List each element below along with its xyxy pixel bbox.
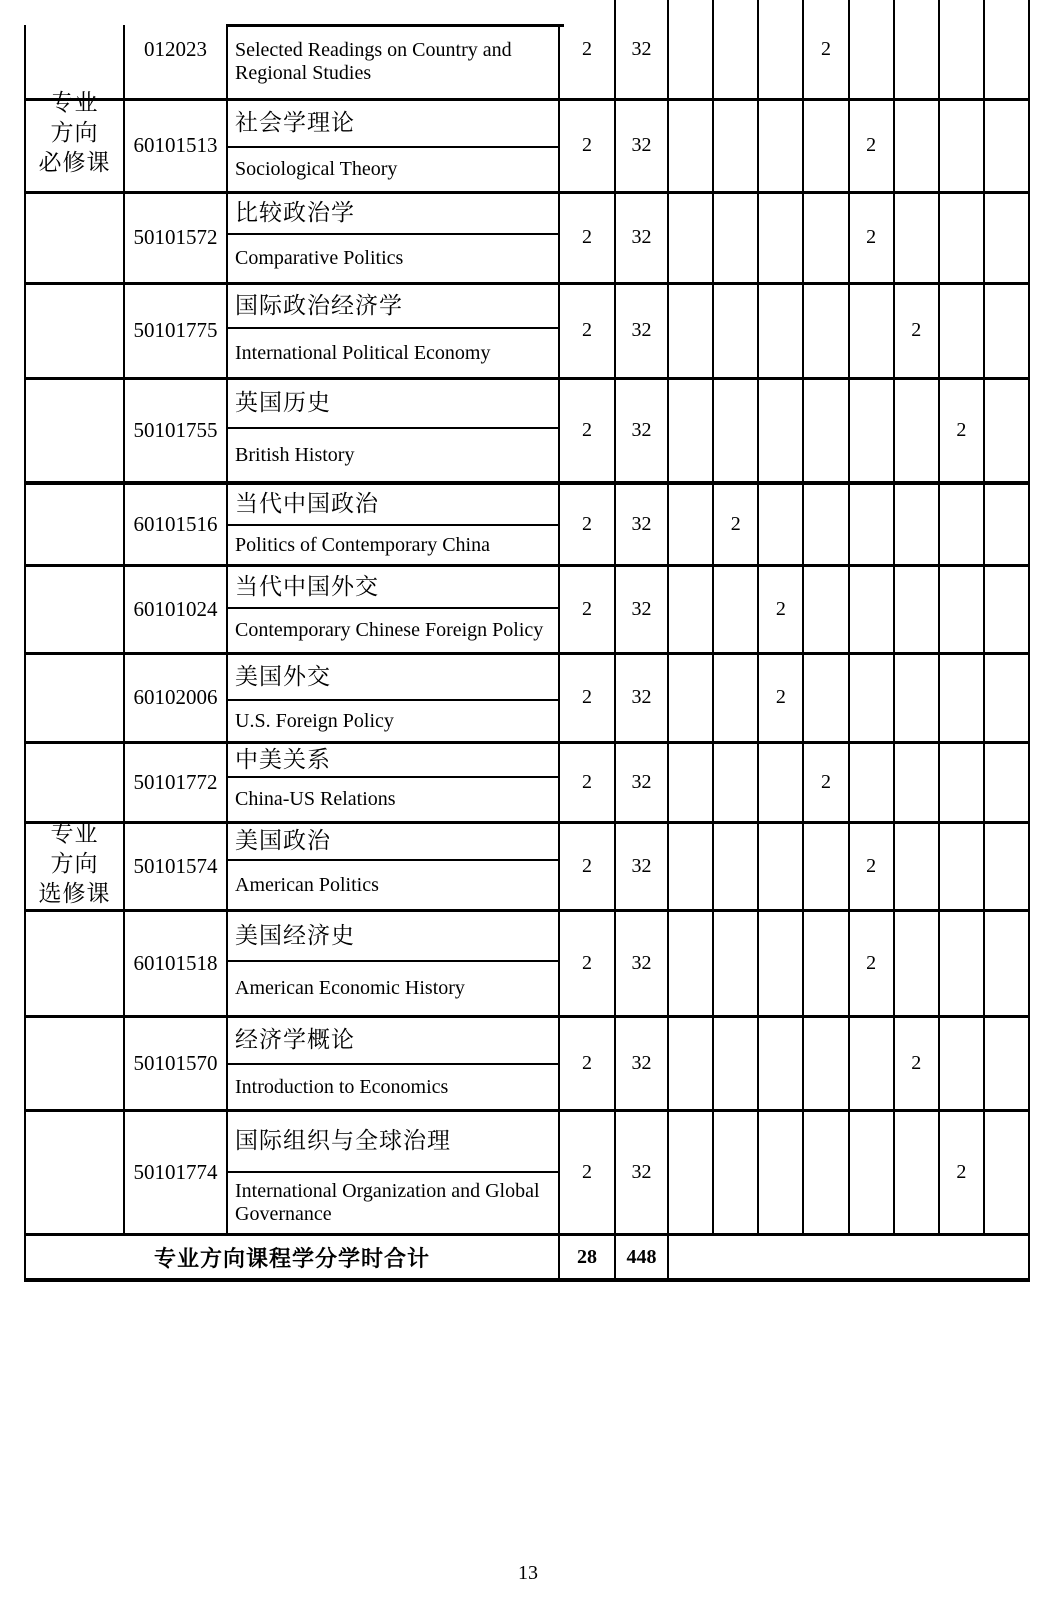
semester-credit-mark: 2 <box>866 134 877 156</box>
course-hours: 32 <box>631 419 652 441</box>
section-label-line: 必修课 <box>38 150 111 175</box>
course-name-zh: 美国经济史 <box>235 922 355 948</box>
section-label-line: 方向 <box>50 120 99 145</box>
semester-credit-mark: 2 <box>730 512 741 535</box>
semester-credit-mark: 2 <box>866 226 877 248</box>
grid-line <box>983 0 985 1234</box>
total-credits: 28 <box>577 1245 597 1268</box>
course-name-zh: 经济学概论 <box>235 1027 355 1052</box>
course-name-zh: 美国政治 <box>235 828 331 853</box>
section-label <box>27 85 122 181</box>
course-hours: 32 <box>631 597 652 620</box>
course-credits: 2 <box>582 134 592 156</box>
course-name-zh: 国际组织与全球治理 <box>235 1128 451 1153</box>
course-code: 50101570 <box>133 1050 218 1075</box>
section-label-line: 专业 <box>50 90 99 115</box>
section-label-line: 方向 <box>50 851 99 876</box>
course-name-zh: 美国外交 <box>235 663 331 689</box>
course-name-zh: 英国历史 <box>235 390 331 415</box>
course-name-en: Selected Readings on Country and Regional Studies <box>235 39 512 84</box>
course-hours: 32 <box>631 226 652 248</box>
course-hours: 32 <box>631 854 652 877</box>
course-code: 50101774 <box>133 1159 218 1184</box>
grid-line <box>24 25 26 1280</box>
course-hours: 32 <box>631 512 652 535</box>
semester-credit-mark: 2 <box>956 419 967 441</box>
semester-credit-mark: 2 <box>775 597 786 620</box>
course-name-zh: 比较政治学 <box>235 200 355 225</box>
course-code: 50101572 <box>133 225 218 249</box>
course-code: 012023 <box>144 37 207 61</box>
section-label <box>27 816 122 912</box>
course-name-en: Contemporary Chinese Foreign Policy <box>235 619 544 641</box>
course-code: 50101772 <box>133 769 218 794</box>
course-hours: 32 <box>631 770 652 793</box>
course-hours: 32 <box>631 38 652 60</box>
total-hours: 448 <box>626 1245 657 1268</box>
course-name-en: China-US Relations <box>235 788 396 810</box>
course-name-zh: 当代中国政治 <box>235 491 379 516</box>
course-code: 50101755 <box>133 418 218 442</box>
course-credits: 2 <box>582 1160 592 1183</box>
semester-credit-mark: 2 <box>866 854 877 877</box>
course-hours: 32 <box>631 686 652 708</box>
section-label-line: 选修课 <box>38 881 111 906</box>
course-name-en: Sociological Theory <box>235 158 398 180</box>
course-hours: 32 <box>631 319 652 341</box>
course-name-en: Politics of Contemporary China <box>235 533 490 556</box>
course-hours: 32 <box>631 134 652 156</box>
semester-credit-mark: 2 <box>911 319 922 341</box>
course-credits: 2 <box>582 1051 592 1074</box>
section-label-line: 专业 <box>50 821 99 846</box>
semester-credit-mark: 2 <box>956 1160 967 1183</box>
semester-credit-mark: 2 <box>775 686 786 708</box>
course-credits: 2 <box>582 38 592 60</box>
course-name-zh: 中美关系 <box>235 746 331 772</box>
course-credits: 2 <box>582 419 592 441</box>
semester-credit-mark: 2 <box>911 1051 922 1074</box>
course-credits: 2 <box>582 854 592 877</box>
course-name-en: Introduction to Economics <box>235 1075 449 1098</box>
course-code: 60101024 <box>133 596 218 621</box>
course-credits: 2 <box>582 686 592 708</box>
course-credits: 2 <box>582 951 592 974</box>
course-code: 50101574 <box>133 853 218 878</box>
course-code: 60102006 <box>133 685 218 709</box>
course-name-en: Comparative Politics <box>235 247 404 269</box>
course-code: 60101518 <box>133 950 218 975</box>
course-name-zh: 当代中国外交 <box>235 573 379 599</box>
course-name-zh: 国际政治经济学 <box>235 292 403 318</box>
course-credits: 2 <box>582 226 592 248</box>
course-code: 50101775 <box>133 318 218 342</box>
grid-line <box>712 0 714 1234</box>
grid-line <box>1028 0 1030 1280</box>
course-name-en: American Economic History <box>235 977 465 999</box>
course-name-en: International Organization and Global Governance <box>235 1180 540 1225</box>
semester-credit-mark: 2 <box>820 770 831 793</box>
page-number: 13 <box>518 1561 538 1584</box>
course-hours: 32 <box>631 1160 652 1183</box>
course-credits: 2 <box>582 770 592 793</box>
semester-credit-mark: 2 <box>866 951 877 974</box>
course-credits: 2 <box>582 597 592 620</box>
course-hours: 32 <box>631 1051 652 1074</box>
course-code: 60101513 <box>133 133 218 157</box>
course-name-en: International Political Economy <box>235 341 491 364</box>
course-name-zh: 社会学理论 <box>235 110 355 135</box>
total-label: 专业方向课程学分学时合计 <box>153 1245 430 1271</box>
semester-credit-mark: 2 <box>820 38 831 60</box>
course-name-en: American Politics <box>235 873 379 896</box>
course-name-en: British History <box>235 444 355 466</box>
course-credits: 2 <box>582 319 592 341</box>
course-credits: 2 <box>582 512 592 535</box>
course-code: 60101516 <box>133 511 218 536</box>
course-hours: 32 <box>631 951 652 974</box>
course-name-en: U.S. Foreign Policy <box>235 709 394 732</box>
